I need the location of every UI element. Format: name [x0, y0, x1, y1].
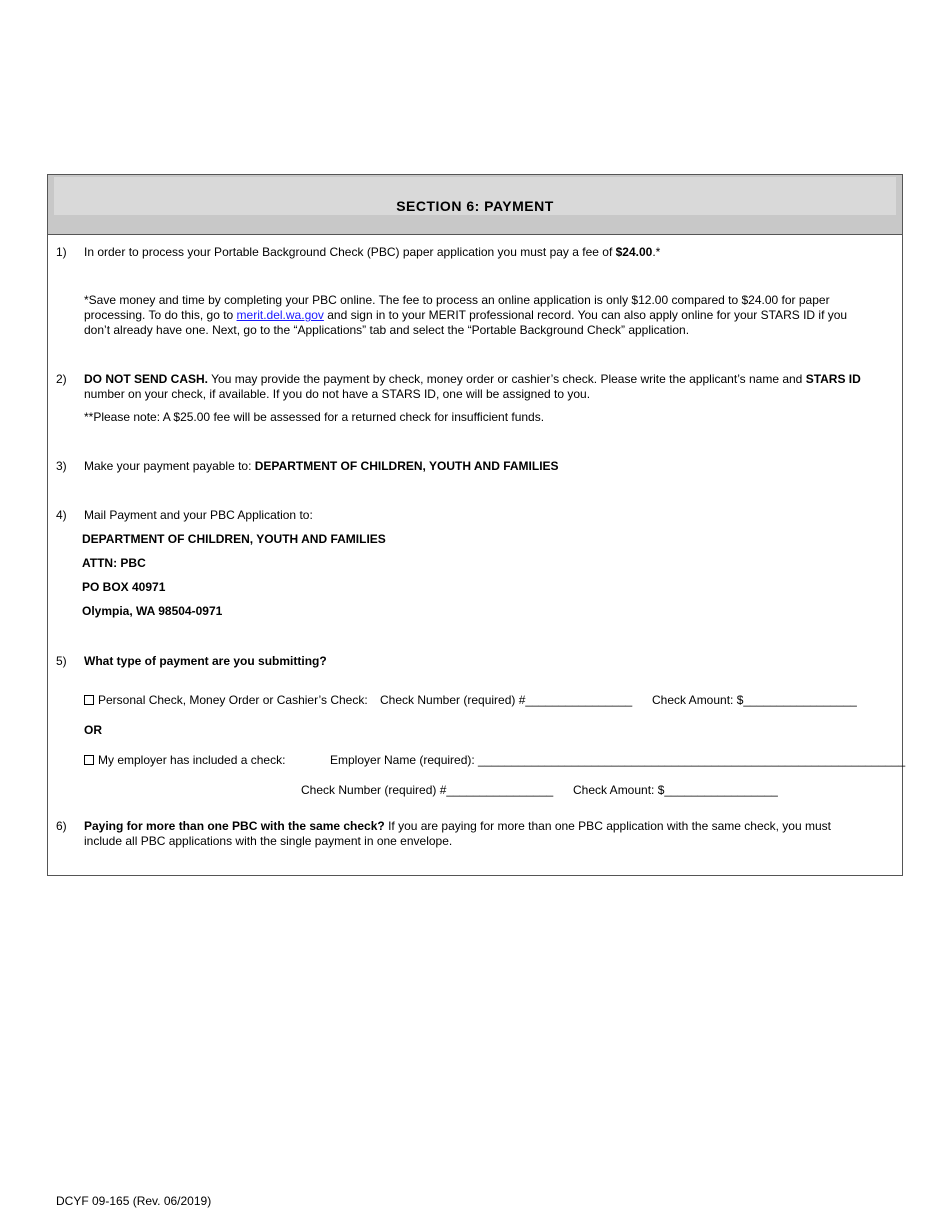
fee-amount: $24.00 [615, 245, 653, 259]
payment-form [47, 174, 906, 876]
item-6-number: 6) [56, 819, 67, 833]
payment-type-question: What type of payment are you submitting? [84, 654, 327, 668]
option1-check-number-field[interactable]: Check Number (required) #________________ [380, 693, 633, 707]
item-2-number: 2) [56, 372, 67, 386]
or-label: OR [84, 723, 102, 737]
option2-check-amount-field[interactable]: Check Amount: $_________________ [573, 783, 778, 797]
section-header [48, 175, 902, 235]
employer-check-checkbox[interactable] [84, 755, 94, 765]
address-line-3: PO BOX 40971 [82, 580, 166, 594]
employer-name-field[interactable]: Employer Name (required): ________________________________________________________________ [330, 753, 906, 767]
form-id-footer: DCYF 09-165 (Rev. 06/2019) [56, 1194, 212, 1208]
online-note: *Save money and time by completing your PBC online. The fee to process an online application is only $12.00 compared to $24.00 for paper processing. To do this, go to merit.del.wa.gov and sign in to your MERIT professional record. You can also apply online for your STARS ID if you don’t already have one. Next, go to the “Applications” tab and select the “Portable Background Check” application. [84, 293, 848, 337]
option-employer-check[interactable]: My employer has included a check: [84, 753, 285, 767]
option1-check-amount-field[interactable]: Check Amount: $_________________ [652, 693, 857, 707]
item-4-number: 4) [56, 508, 67, 522]
item-2-text: DO NOT SEND CASH. You may provide the payment by check, money order or cashier’s check. Please write the applicant’s name and STARS ID number on your check, if available. If you do not have a STARS ID, one will be assigned to you. [84, 372, 861, 401]
personal-check-checkbox[interactable] [84, 695, 94, 705]
item-4-text: Mail Payment and your PBC Application to: [84, 508, 313, 522]
payee-name: DEPARTMENT OF CHILDREN, YOUTH AND FAMILIES [254, 459, 559, 473]
option-personal-check[interactable]: Personal Check, Money Order or Cashier’s Check: [84, 693, 368, 707]
merit-link[interactable]: merit.del.wa.gov [236, 308, 324, 322]
address-line-4: Olympia, WA 98504-0971 [82, 604, 223, 618]
address-line-2: ATTN: PBC [82, 556, 146, 570]
item-3-number: 3) [56, 459, 67, 473]
item-6-text: Paying for more than one PBC with the same check? If you are paying for more than one PBC application with the same check, you must include all PBC applications with the single payment in one envelope. [84, 819, 831, 848]
item-3-text: Make your payment payable to: DEPARTMENT OF CHILDREN, YOUTH AND FAMILIES [84, 459, 559, 473]
item-5-number: 5) [56, 654, 67, 668]
item-1-text: In order to process your Portable Background Check (PBC) paper application you must pay a fee of $24.00.* [84, 245, 661, 259]
item-1-number: 1) [56, 245, 67, 259]
returned-check-note: **Please note: A $25.00 fee will be assessed for a returned check for insufficient funds. [84, 410, 545, 424]
option2-check-number-field[interactable]: Check Number (required) #________________ [301, 783, 554, 797]
address-line-1: DEPARTMENT OF CHILDREN, YOUTH AND FAMILIES [82, 532, 386, 546]
section-title: SECTION 6: PAYMENT [396, 198, 554, 214]
